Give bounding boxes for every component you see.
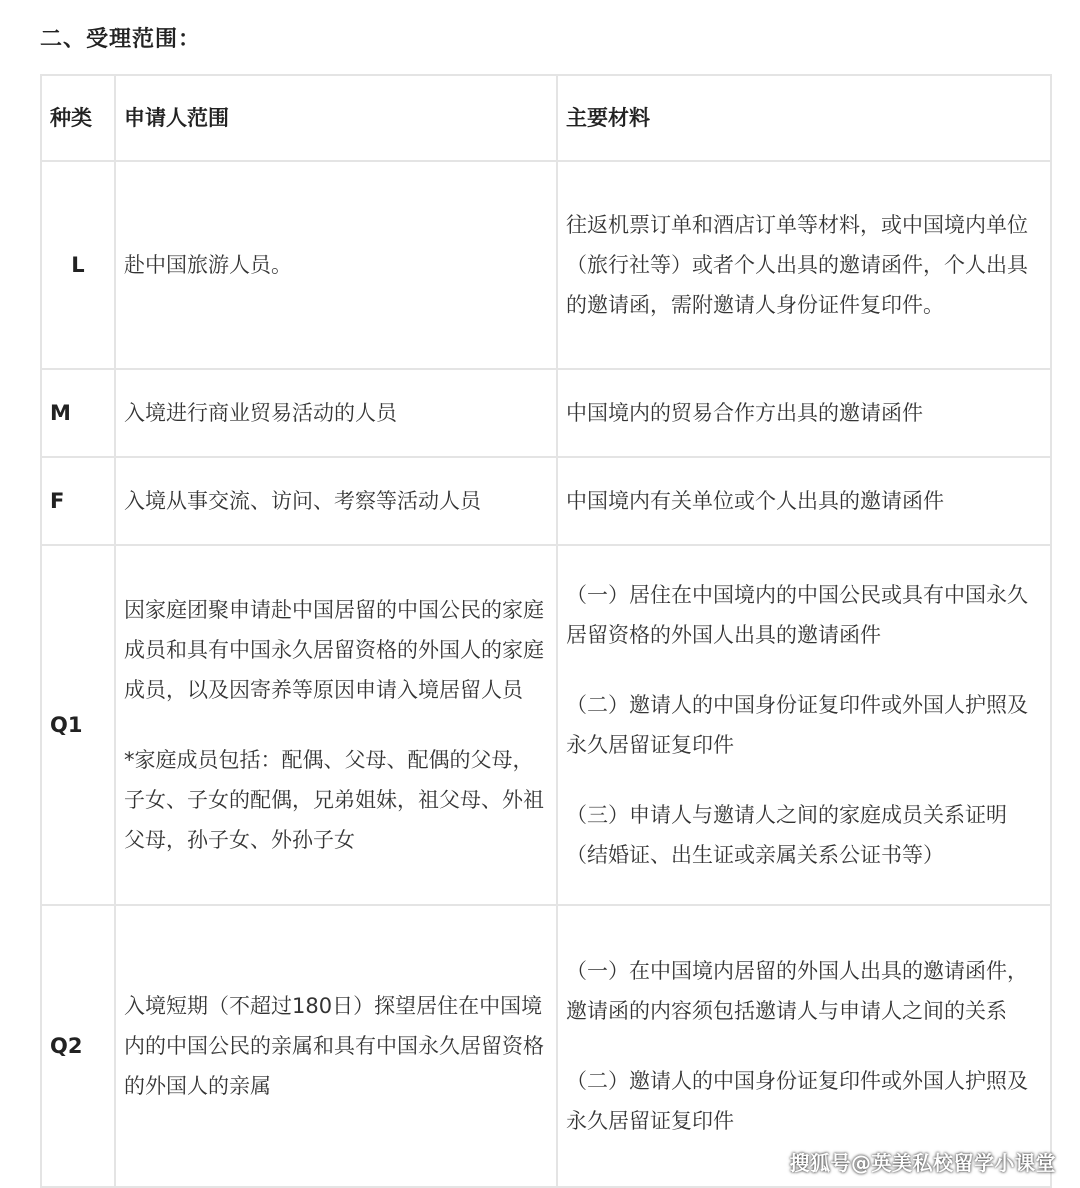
family-members-note: *家庭成员包括：配偶、父母、配偶的父母，子女、子女的配偶，兄弟姐妹，祖父母、外祖父母，孙子女、外孙子女 <box>124 748 544 852</box>
table-row <box>41 161 1051 369</box>
header-materials: 主要材料 <box>557 75 1051 161</box>
applicants-cell <box>115 161 557 369</box>
materials-text: （一）在中国境内居留的外国人出具的邀请函件，邀请函的内容须包括邀请人与申请人之间的关系 <box>566 959 1028 1023</box>
materials-text: 中国境内的贸易合作方出具的邀请函件 <box>566 401 923 425</box>
applicants-text: 因家庭团聚申请赴中国居留的中国公民的家庭成员和具有中国永久居留资格的外国人的家庭成员，以及因寄养等原因申请入境居留人员 <box>124 598 544 702</box>
visa-type-cell: F <box>41 457 115 545</box>
materials-text: （二）邀请人的中国身份证复印件或外国人护照及永久居留证复印件 <box>566 1069 1028 1133</box>
applicants-cell <box>115 457 557 545</box>
applicants-text: 入境短期（不超过180日）探望居住在中国境内的中国公民的亲属和具有中国永久居留资格的外国人的亲属 <box>124 994 544 1098</box>
visa-type-cell: Q2 <box>41 905 115 1187</box>
materials-cell <box>557 369 1051 457</box>
visa-type-cell: L <box>41 161 115 369</box>
applicants-text: 赴中国旅游人员。 <box>124 253 292 277</box>
materials-cell <box>557 545 1051 905</box>
materials-text: 中国境内有关单位或个人出具的邀请函件 <box>566 489 944 513</box>
header-applicants: 申请人范围 <box>115 75 557 161</box>
materials-cell <box>557 905 1051 1187</box>
materials-text: （二）邀请人的中国身份证复印件或外国人护照及永久居留证复印件 <box>566 693 1028 757</box>
visa-type-cell: Q1 <box>41 545 115 905</box>
section-heading: 二、受理范围： <box>40 27 202 52</box>
table-header-row <box>41 75 1051 161</box>
table-row <box>41 369 1051 457</box>
materials-cell <box>557 457 1051 545</box>
table-row <box>41 457 1051 545</box>
materials-text: （一）居住在中国境内的中国公民或具有中国永久居留资格的外国人出具的邀请函件 <box>566 583 1028 647</box>
table-row <box>41 905 1051 1187</box>
visa-type-cell: M <box>41 369 115 457</box>
table-row <box>41 545 1051 905</box>
applicants-text: 入境从事交流、访问、考察等活动人员 <box>124 489 481 513</box>
header-type: 种类 <box>41 75 115 161</box>
source-watermark: 搜狐号@英美私校留学小课堂 <box>789 1151 1056 1175</box>
applicants-cell <box>115 369 557 457</box>
applicants-cell <box>115 545 557 905</box>
materials-cell <box>557 161 1051 369</box>
applicants-cell <box>115 905 557 1187</box>
applicants-text: 入境进行商业贸易活动的人员 <box>124 401 397 425</box>
materials-text: 往返机票订单和酒店订单等材料，或中国境内单位（旅行社等）或者个人出具的邀请函件，个人出具的邀请函，需附邀请人身份证件复印件。 <box>566 213 1028 317</box>
acceptance-scope-table <box>40 74 1052 1188</box>
materials-text: （三）申请人与邀请人之间的家庭成员关系证明（结婚证、出生证或亲属关系公证书等） <box>566 803 1007 867</box>
